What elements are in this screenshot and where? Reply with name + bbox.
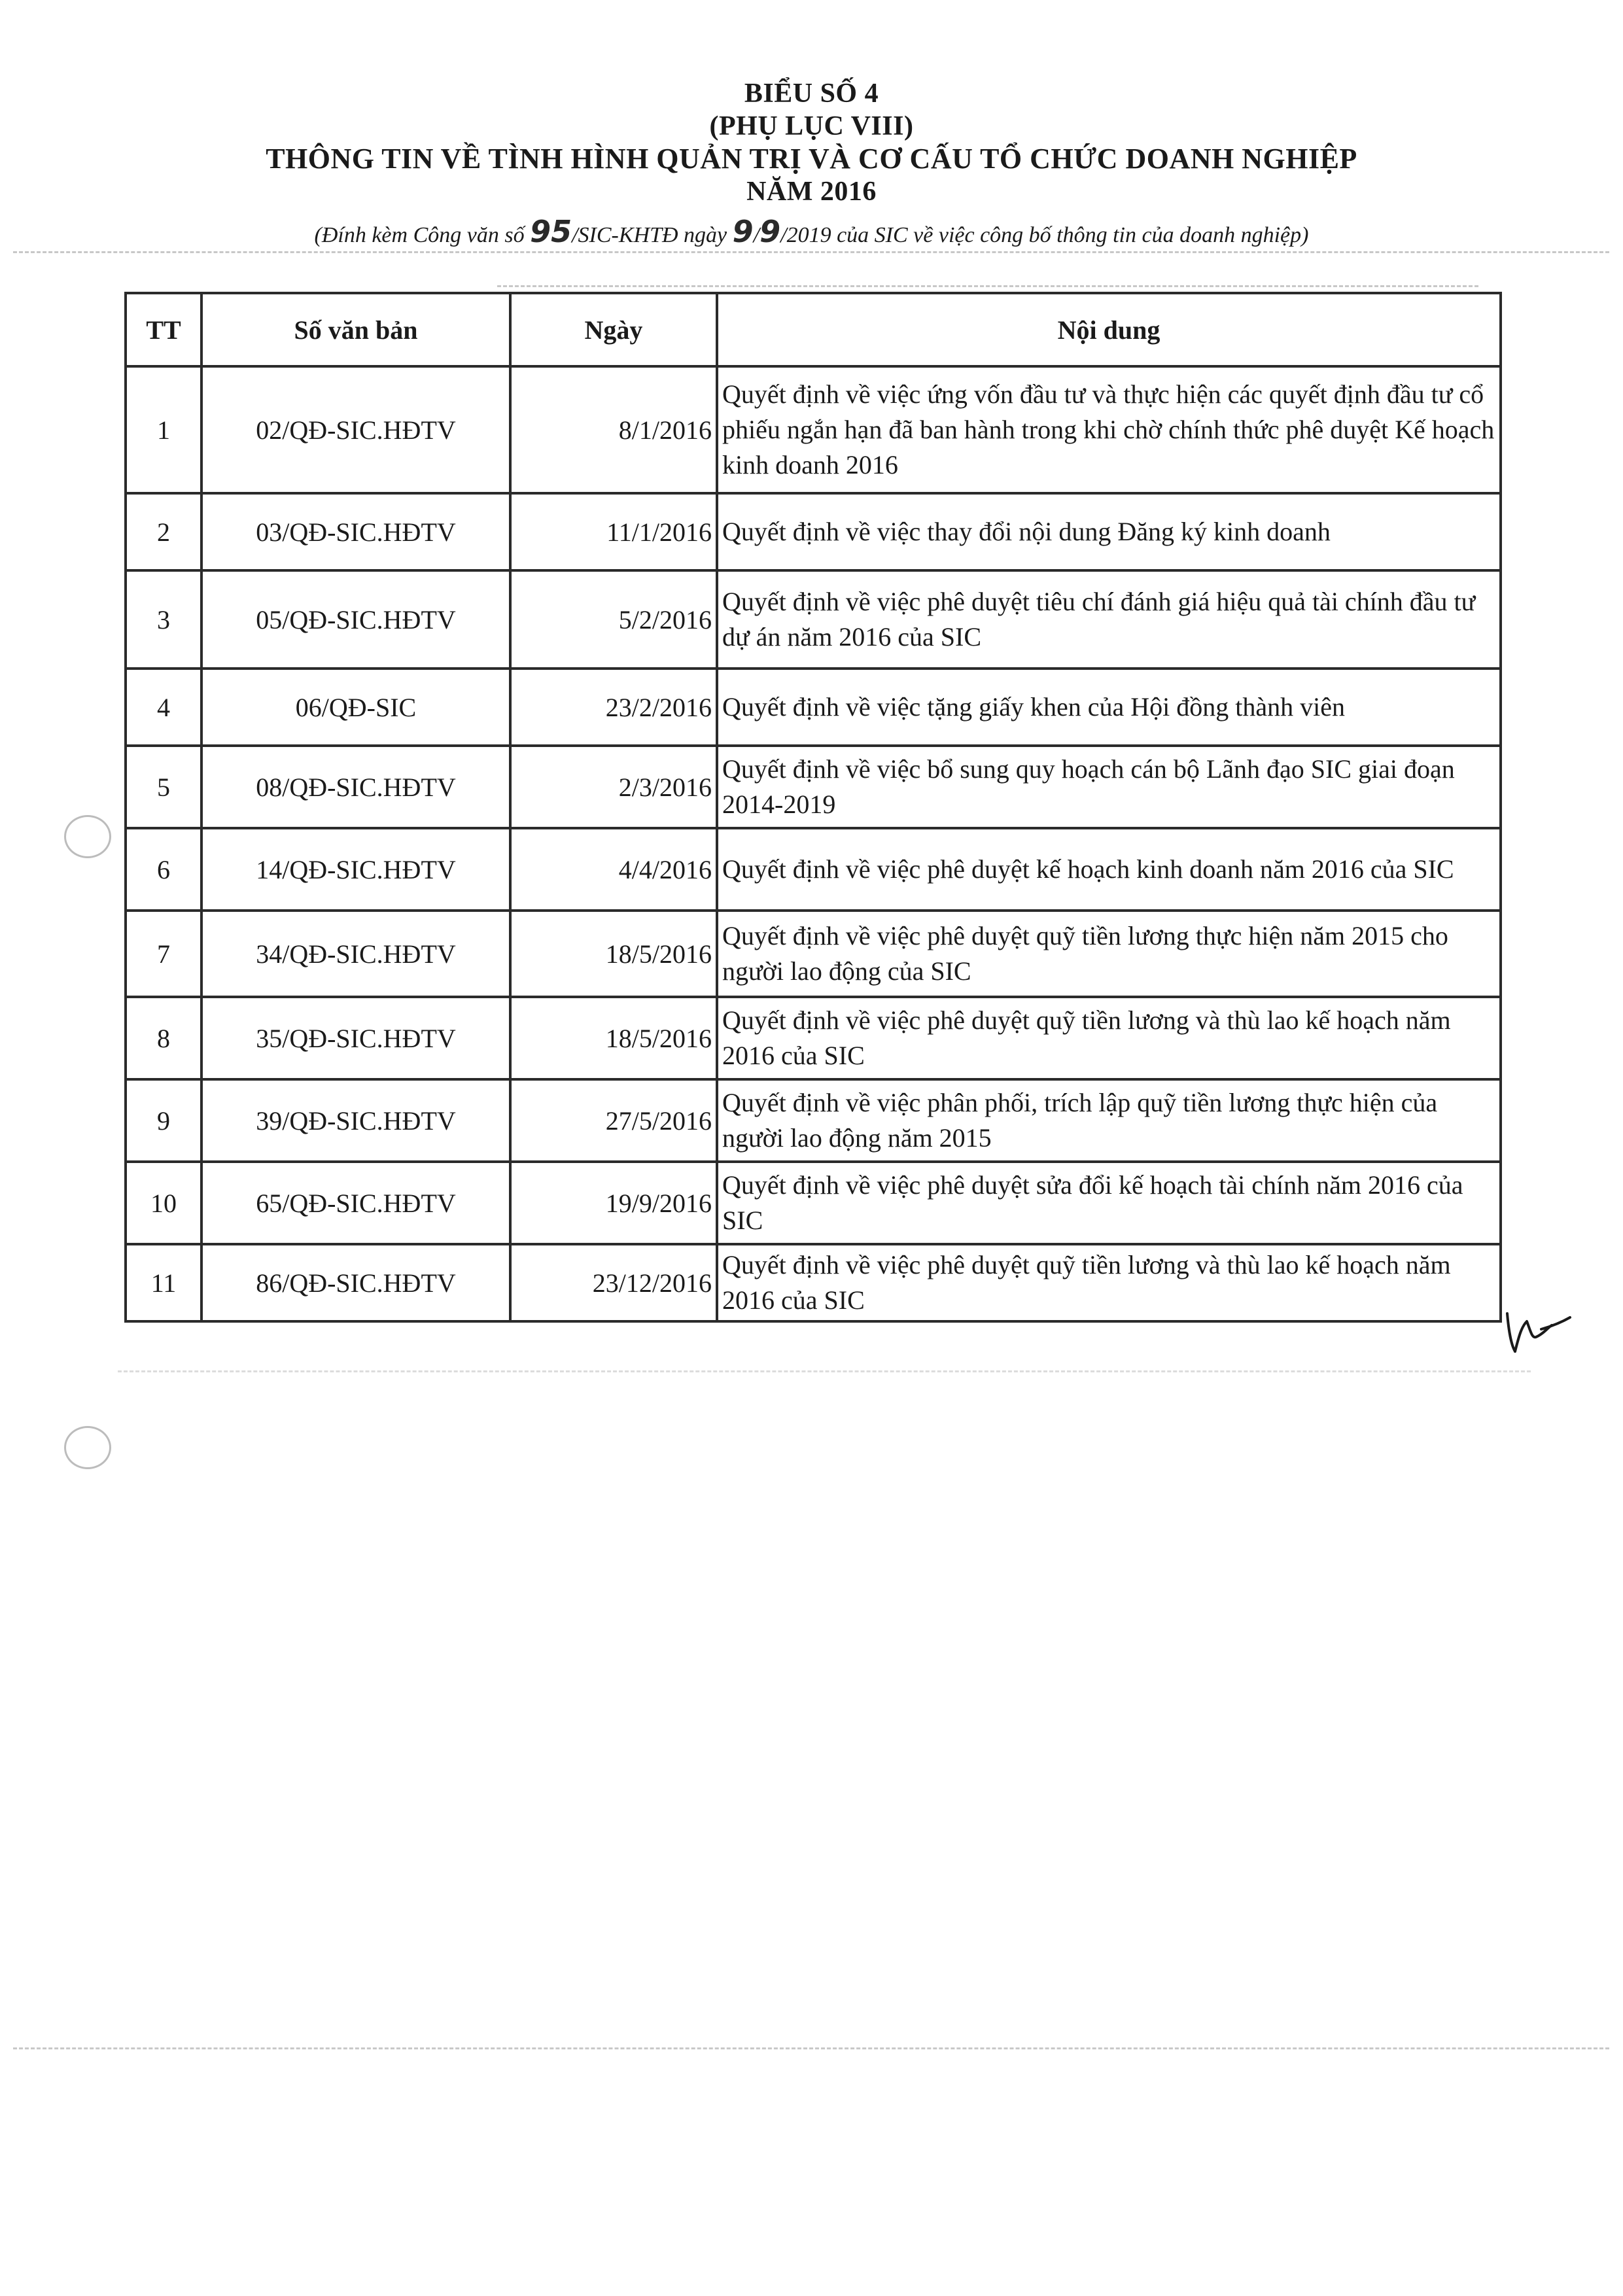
handwritten-day: 9 xyxy=(732,214,754,249)
cell-so-van-ban: 08/QĐ-SIC.HĐTV xyxy=(201,746,510,828)
table-row xyxy=(126,570,1501,669)
decisions-table xyxy=(124,292,1502,1323)
table-row xyxy=(126,828,1501,911)
cell-ngay: 19/9/2016 xyxy=(510,1162,717,1244)
cell-tt: 6 xyxy=(126,828,201,911)
attachment-note-suffix: /2019 của SIC về việc công bố thông tin của doanh nghiệp) xyxy=(780,223,1309,247)
cell-so-van-ban: 35/QĐ-SIC.HĐTV xyxy=(201,997,510,1079)
cell-so-van-ban: 39/QĐ-SIC.HĐTV xyxy=(201,1079,510,1162)
cell-noi-dung: Quyết định về việc ứng vốn đầu tư và thực hiện các quyết định đầu tư cổ phiếu ngắn hạn đã ban hành trong khi chờ chính thức phê duyệt Kế hoạch kinh doanh 2016 xyxy=(717,366,1501,493)
table-row xyxy=(126,1079,1501,1162)
cell-so-van-ban: 02/QĐ-SIC.HĐTV xyxy=(201,366,510,493)
table-row xyxy=(126,1244,1501,1321)
table-row xyxy=(126,1162,1501,1244)
handwritten-initials xyxy=(1502,1303,1574,1355)
punch-hole-upper xyxy=(64,815,111,858)
table-row xyxy=(126,493,1501,570)
cell-noi-dung: Quyết định về việc phân phối, trích lập quỹ tiền lương thực hiện của người lao động năm 2015 xyxy=(717,1079,1501,1162)
attachment-note-middle: /SIC-KHTĐ ngày xyxy=(572,223,733,247)
table-row xyxy=(126,911,1501,997)
cell-noi-dung: Quyết định về việc phê duyệt sửa đổi kế hoạch tài chính năm 2016 của SIC xyxy=(717,1162,1501,1244)
table-row xyxy=(126,746,1501,828)
table-header-row xyxy=(126,293,1501,366)
handwritten-month: 9 xyxy=(759,214,781,249)
cell-tt: 7 xyxy=(126,911,201,997)
form-number: BIỂU SỐ 4 xyxy=(744,78,879,109)
cell-tt: 2 xyxy=(126,493,201,570)
header-tt: TT xyxy=(126,293,201,366)
cell-ngay: 18/5/2016 xyxy=(510,997,717,1079)
cell-ngay: 5/2/2016 xyxy=(510,570,717,669)
cell-tt: 9 xyxy=(126,1079,201,1162)
cell-tt: 4 xyxy=(126,669,201,746)
cell-noi-dung: Quyết định về việc phê duyệt kế hoạch kinh doanh năm 2016 của SIC xyxy=(717,828,1501,911)
document-title: THÔNG TIN VỀ TÌNH HÌNH QUẢN TRỊ VÀ CƠ CẤU TỔ CHỨC DOANH NGHIỆP xyxy=(266,143,1357,175)
document-header xyxy=(0,77,1623,208)
cell-ngay: 11/1/2016 xyxy=(510,493,717,570)
cell-noi-dung: Quyết định về việc phê duyệt quỹ tiền lương và thù lao kế hoạch năm 2016 của SIC xyxy=(717,1244,1501,1321)
cell-so-van-ban: 06/QĐ-SIC xyxy=(201,669,510,746)
attachment-note-prefix: (Đính kèm Công văn số xyxy=(314,223,531,247)
document-year: NĂM 2016 xyxy=(746,177,877,207)
table-row xyxy=(126,366,1501,493)
cell-ngay: 23/12/2016 xyxy=(510,1244,717,1321)
cell-ngay: 2/3/2016 xyxy=(510,746,717,828)
cell-so-van-ban: 03/QĐ-SIC.HĐTV xyxy=(201,493,510,570)
cell-noi-dung: Quyết định về việc phê duyệt quỹ tiền lương thực hiện năm 2015 cho người lao động của SIC xyxy=(717,911,1501,997)
date-separator: / xyxy=(753,223,760,247)
cell-ngay: 27/5/2016 xyxy=(510,1079,717,1162)
cell-tt: 10 xyxy=(126,1162,201,1244)
cell-noi-dung: Quyết định về việc thay đổi nội dung Đăng ký kinh doanh xyxy=(717,493,1501,570)
scan-artifact-line-mid xyxy=(118,1370,1531,1372)
cell-so-van-ban: 34/QĐ-SIC.HĐTV xyxy=(201,911,510,997)
cell-so-van-ban: 05/QĐ-SIC.HĐTV xyxy=(201,570,510,669)
header-so-van-ban: Số văn bản xyxy=(201,293,510,366)
scan-artifact-line-bottom xyxy=(13,2047,1609,2049)
attachment-note xyxy=(0,214,1623,250)
cell-so-van-ban: 65/QĐ-SIC.HĐTV xyxy=(201,1162,510,1244)
cell-so-van-ban: 14/QĐ-SIC.HĐTV xyxy=(201,828,510,911)
cell-ngay: 8/1/2016 xyxy=(510,366,717,493)
cell-noi-dung: Quyết định về việc tặng giấy khen của Hội đồng thành viên xyxy=(717,669,1501,746)
cell-noi-dung: Quyết định về việc phê duyệt tiêu chí đánh giá hiệu quả tài chính đầu tư dự án năm 2016 của SIC xyxy=(717,570,1501,669)
cell-tt: 11 xyxy=(126,1244,201,1321)
cell-so-van-ban: 86/QĐ-SIC.HĐTV xyxy=(201,1244,510,1321)
cell-tt: 8 xyxy=(126,997,201,1079)
cell-tt: 3 xyxy=(126,570,201,669)
appendix-label: (PHỤ LỤC VIII) xyxy=(709,111,914,141)
cell-noi-dung: Quyết định về việc phê duyệt quỹ tiền lương và thù lao kế hoạch năm 2016 của SIC xyxy=(717,997,1501,1079)
handwritten-doc-number: 95 xyxy=(530,214,572,249)
table-row xyxy=(126,997,1501,1079)
cell-ngay: 23/2/2016 xyxy=(510,669,717,746)
header-ngay: Ngày xyxy=(510,293,717,366)
cell-tt: 5 xyxy=(126,746,201,828)
cell-noi-dung: Quyết định về việc bổ sung quy hoạch cán bộ Lãnh đạo SIC giai đoạn 2014-2019 xyxy=(717,746,1501,828)
cell-tt: 1 xyxy=(126,366,201,493)
scan-artifact-line-top xyxy=(13,251,1609,253)
cell-ngay: 18/5/2016 xyxy=(510,911,717,997)
scan-artifact-line-under-title xyxy=(497,285,1478,287)
table-row xyxy=(126,669,1501,746)
punch-hole-lower xyxy=(64,1426,111,1469)
cell-ngay: 4/4/2016 xyxy=(510,828,717,911)
header-noi-dung: Nội dung xyxy=(717,293,1501,366)
